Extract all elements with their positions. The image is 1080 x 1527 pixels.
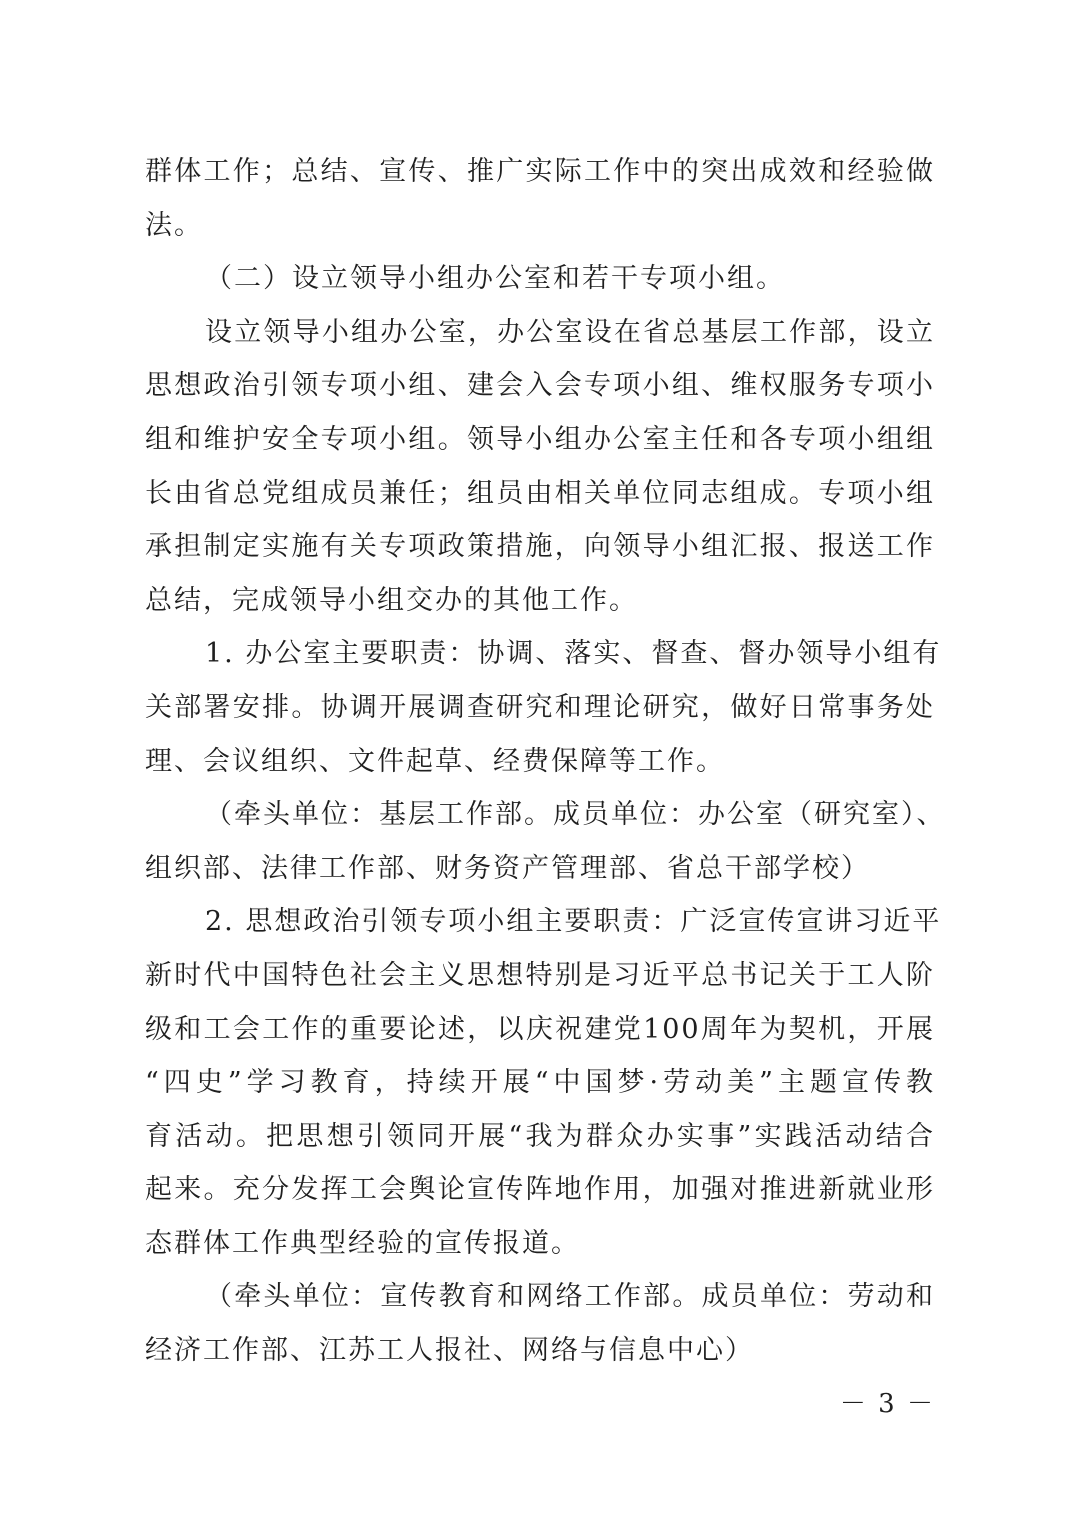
text-line: （牵头单位：宣传教育和网络工作部。成员单位：劳动和 (205, 1281, 935, 1313)
text-line: 理、会议组织、文件起草、经费保障等工作。 (145, 745, 725, 777)
text-line: 设立领导小组办公室，办公室设在省总基层工作部，设立 (205, 316, 935, 348)
text-line: 总结，完成领导小组交办的其他工作。 (145, 584, 638, 616)
section-heading (145, 252, 935, 306)
text-line: “四史”学习教育，持续开展“中国梦·劳动美”主题宣传教 (145, 1067, 935, 1099)
paragraph (145, 788, 946, 895)
paragraph (145, 1270, 935, 1377)
text-line: 组织部、法律工作部、财务资产管理部、省总干部学校） (145, 852, 870, 884)
text-line: 新时代中国特色社会主义思想特别是习近平总书记关于工人阶 (145, 959, 935, 991)
text-line: 思想政治引领专项小组、建会入会专项小组、维权服务专项小 (145, 370, 935, 402)
text-line: 群体工作；总结、宣传、推广实际工作中的突出成效和经验做 (145, 156, 935, 187)
text-line: （牵头单位：基层工作部。成员单位：办公室（研究室）、 (205, 799, 946, 831)
text-line: 起来。充分发挥工会舆论宣传阵地作用，加强对推进新就业形 (145, 1174, 935, 1206)
text-line: 2. 思想政治引领专项小组主要职责：广泛宣传宣讲习近平 (205, 906, 942, 938)
text-line: 态群体工作典型经验的宣传报道。 (145, 1227, 580, 1259)
text-line: 组和维护安全专项小组。领导小组办公室主任和各专项小组组 (145, 423, 935, 455)
text-line: 长由省总党组成员兼任；组员由相关单位同志组成。专项小组 (145, 477, 935, 509)
text-line: 1. 办公室主要职责：协调、落实、督查、督办领导小组有 (205, 638, 942, 670)
paragraph (145, 895, 942, 1270)
text-line: 法。 (145, 209, 203, 241)
text-line: 育活动。把思想引领同开展“我为群众办实事”实践活动结合 (145, 1120, 935, 1152)
text-line: （二）设立领导小组办公室和若干专项小组。 (205, 263, 785, 295)
text-line: 级和工会工作的重要论述，以庆祝建党100周年为契机，开展 (145, 1013, 935, 1045)
text-line: 经济工作部、江苏工人报社、网络与信息中心） (145, 1335, 754, 1367)
page-number: － 3 － (839, 1389, 935, 1419)
text-line: 承担制定实施有关专项政策措施，向领导小组汇报、报送工作 (145, 531, 935, 563)
paragraph (145, 627, 942, 788)
text-line: 关部署安排。协调开展调查研究和理论研究，做好日常事务处 (145, 691, 935, 723)
paragraph (145, 306, 935, 628)
paragraph (145, 145, 935, 252)
document-body (145, 145, 946, 1378)
